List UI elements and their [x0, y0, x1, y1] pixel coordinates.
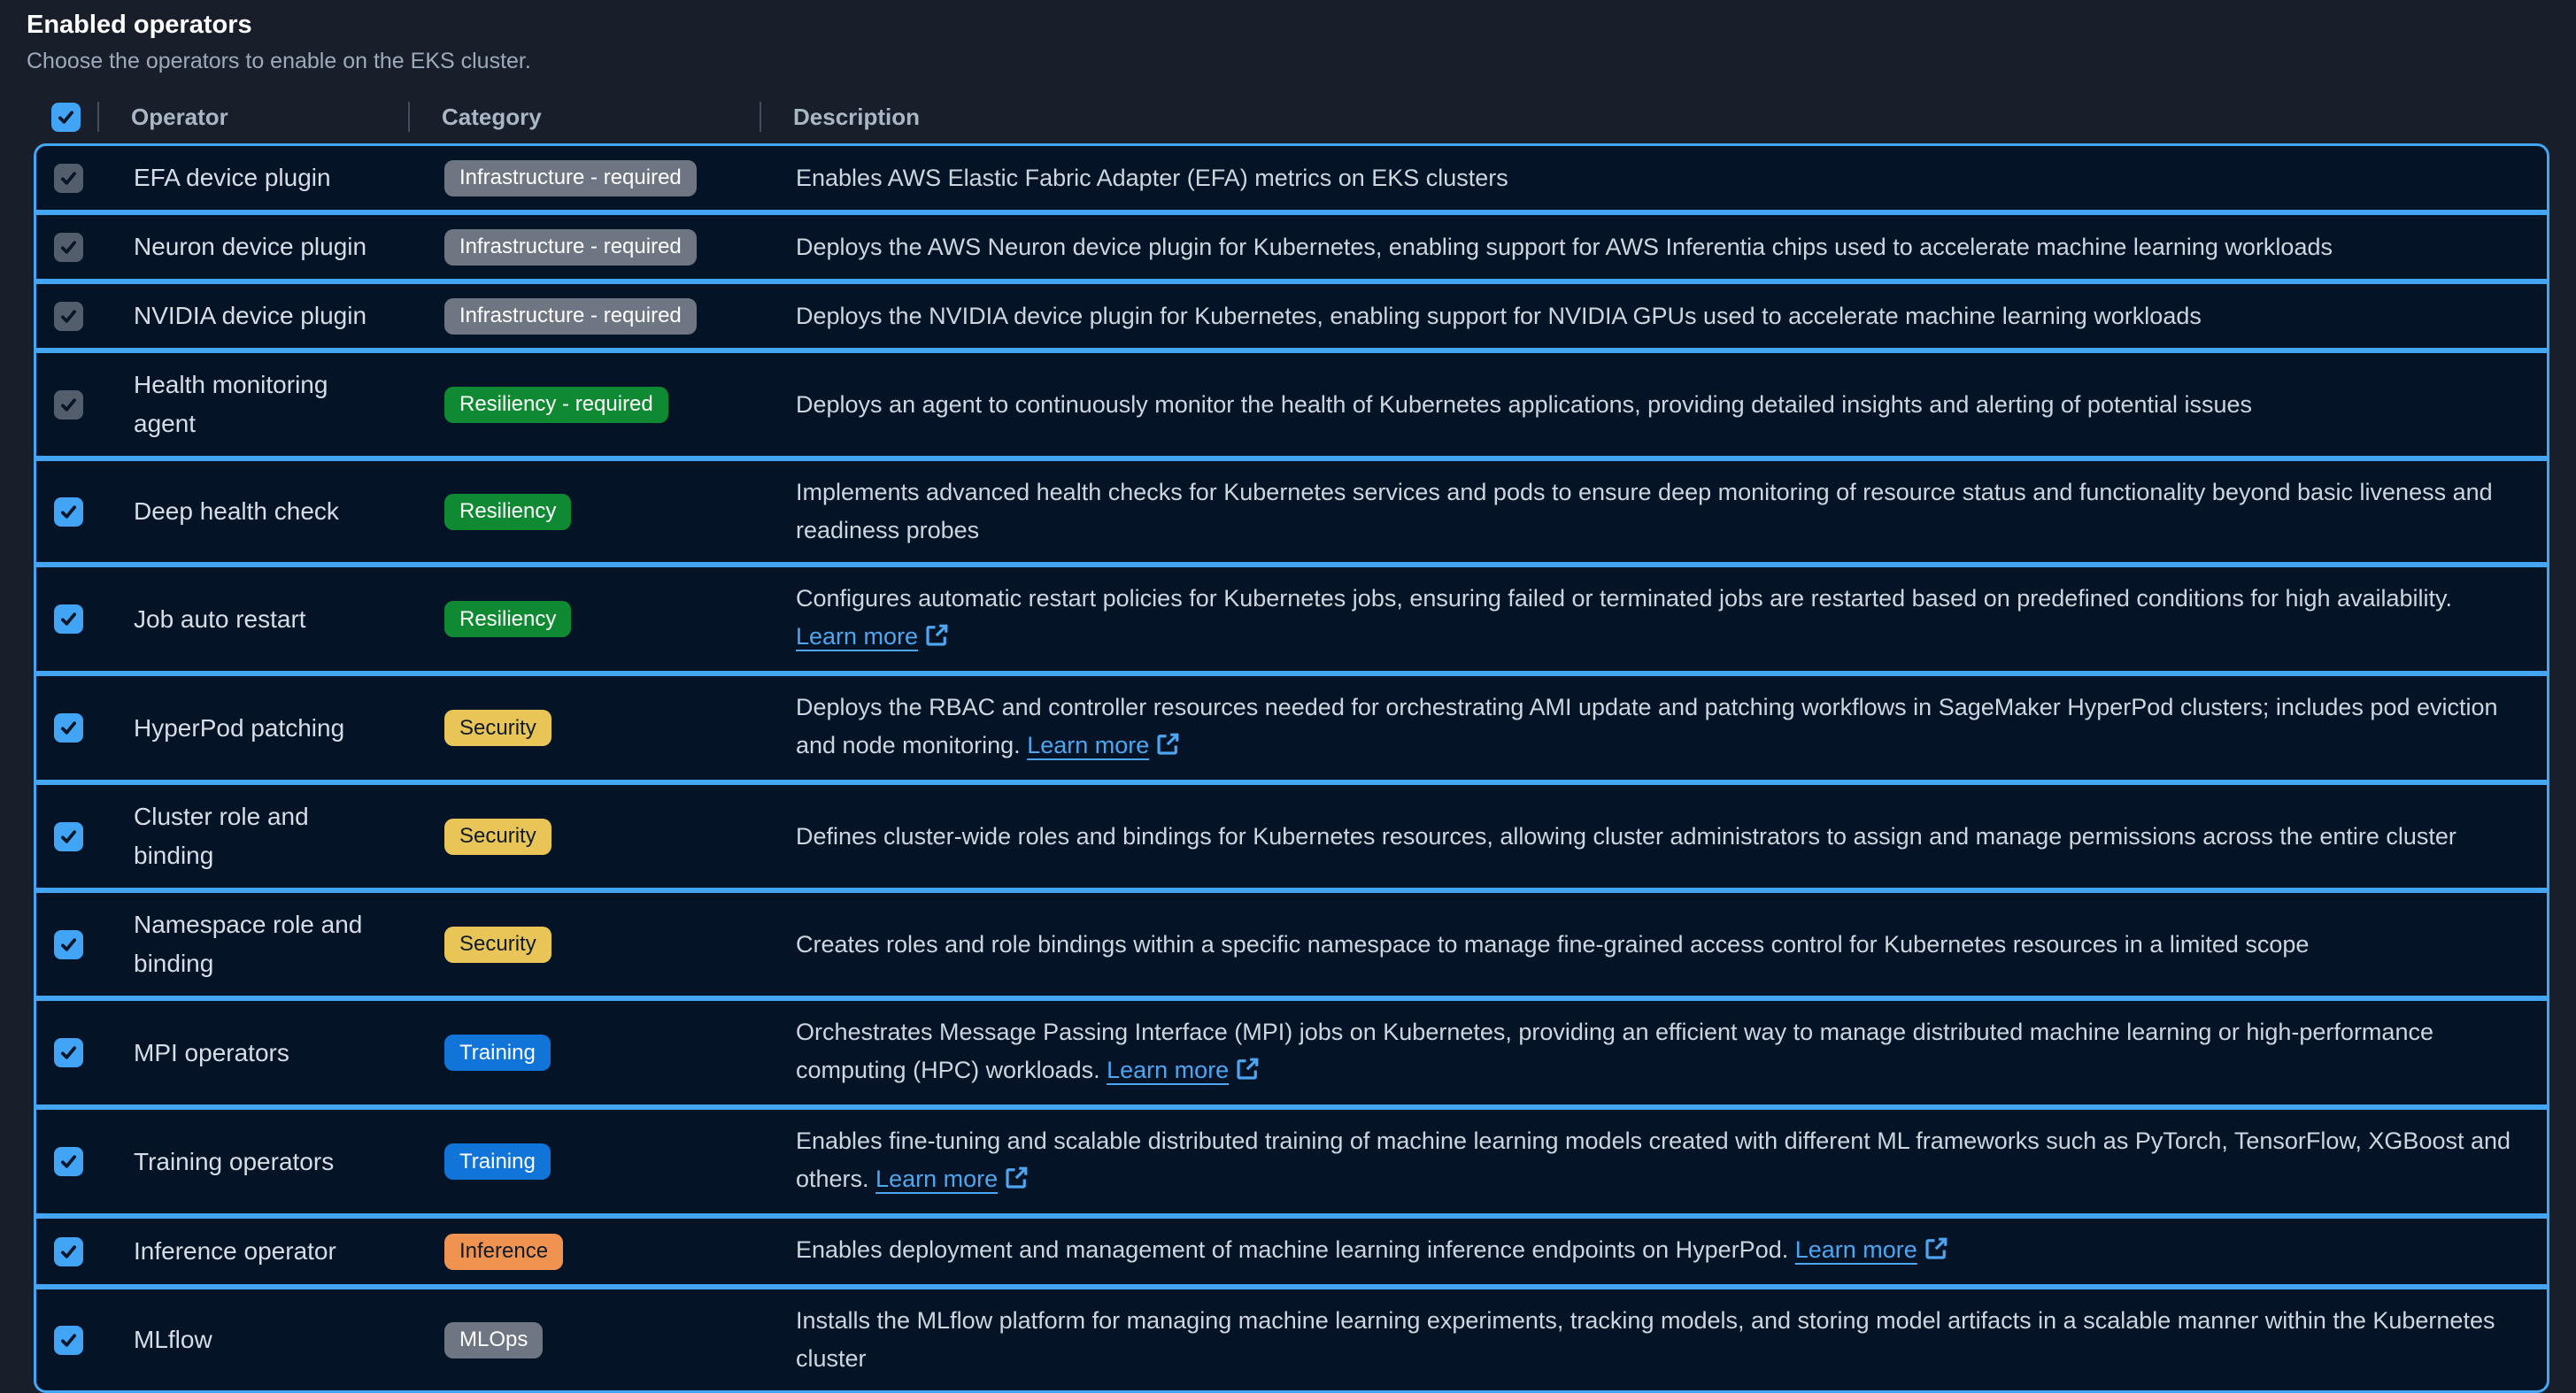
checkmark-icon: [58, 609, 79, 629]
row-checkbox-cell: [36, 353, 100, 456]
description-cell: [762, 216, 2547, 279]
description-cell: [762, 676, 2547, 780]
checkmark-icon: [58, 237, 79, 258]
checkmark-icon: [58, 168, 79, 189]
category-cell: [411, 146, 762, 210]
description-cell: [762, 147, 2547, 210]
category-cell: [411, 215, 762, 279]
row-checkbox[interactable]: [54, 1237, 83, 1266]
checkmark-icon: [58, 395, 79, 415]
category-badge: MLOps: [444, 1322, 543, 1358]
category-cell: [411, 1289, 762, 1390]
operator-description: Enables fine-tuning and scalable distributed training of machine learning models created with different ML frameworks such as PyTorch, TensorFlow, XGBoost and others.: [796, 1127, 2511, 1192]
description-cell: [762, 1110, 2547, 1213]
category-badge: Resiliency: [444, 494, 571, 530]
category-badge: Security: [444, 710, 551, 746]
checkmark-icon: [58, 1043, 79, 1063]
row-checkbox-cell: [36, 893, 100, 996]
row-checkbox-cell: [36, 215, 100, 279]
table-row[interactable]: [34, 212, 2549, 281]
operator-cell: [100, 1110, 411, 1213]
row-checkbox[interactable]: [54, 390, 83, 419]
category-cell: [411, 461, 762, 562]
description-cell: [762, 373, 2547, 436]
checkmark-icon: [58, 935, 79, 955]
description-cell: [762, 1289, 2547, 1390]
row-checkbox[interactable]: [54, 302, 83, 331]
operator-cell: [100, 893, 411, 996]
operator-name: HyperPod patching: [134, 713, 345, 742]
external-link-icon: [1236, 1054, 1260, 1092]
row-checkbox-cell: [36, 567, 100, 671]
row-checkbox-cell: [36, 1219, 100, 1284]
table-body: [34, 143, 2549, 1393]
external-link-icon: [1156, 729, 1180, 767]
column-header-description: Description: [760, 94, 2549, 140]
operators-table: [34, 94, 2549, 1393]
learn-more-link[interactable]: [875, 1166, 1029, 1192]
category-cell: [411, 284, 762, 348]
operator-name: NVIDIA device plugin: [134, 302, 367, 329]
operator-description: Installs the MLflow platform for managing machine learning experiments, tracking models, and storing model artifacts in a scalable manner within the Kubernetes cluster: [796, 1307, 2495, 1372]
operator-cell: [100, 353, 411, 456]
category-badge: Resiliency - required: [444, 387, 668, 423]
category-badge: Infrastructure - required: [444, 229, 697, 266]
category-badge: Infrastructure - required: [444, 298, 697, 335]
category-badge: Infrastructure - required: [444, 160, 697, 196]
category-cell: [411, 353, 762, 456]
table-row[interactable]: [34, 143, 2549, 212]
row-checkbox-cell: [36, 146, 100, 210]
row-checkbox[interactable]: [54, 1038, 83, 1067]
operator-name: Health monitoring agent: [134, 371, 328, 437]
operator-description: Defines cluster-wide roles and bindings for Kubernetes resources, allowing cluster administrators to assign and manage permissions across the entire cluster: [796, 822, 2456, 850]
operator-description: Deploys the NVIDIA device plugin for Kubernetes, enabling support for NVIDIA GPUs used to accelerate machine learning workloads: [796, 302, 2202, 329]
table-row[interactable]: [34, 890, 2549, 998]
operator-name: Neuron device plugin: [134, 233, 367, 260]
external-link-icon: [925, 620, 949, 658]
operator-description: Enables deployment and management of machine learning inference endpoints on HyperPod.: [796, 1236, 1795, 1263]
category-badge: Training: [444, 1143, 551, 1180]
operator-description: Deploys the RBAC and controller resources needed for orchestrating AMI update and patching workflows in SageMaker HyperPod clusters; includes pod eviction and node monitoring.: [796, 694, 2498, 758]
category-cell: [411, 1001, 762, 1104]
column-header-category: Category: [408, 94, 760, 140]
external-link-icon: [1924, 1234, 1948, 1272]
operator-cell: [100, 785, 411, 888]
operator-description: Orchestrates Message Passing Interface (MPI) jobs on Kubernetes, providing an efficient way to manage distributed machine learning or high-performance computing (HPC) workloads.: [796, 1019, 2433, 1083]
category-badge: Training: [444, 1035, 551, 1071]
row-checkbox[interactable]: [54, 604, 83, 634]
operator-description: Creates roles and role bindings within a specific namespace to manage fine-grained access control for Kubernetes resources in a limited scope: [796, 930, 2310, 958]
operator-cell: [100, 146, 411, 210]
learn-more-label: Learn more: [1794, 1236, 1917, 1263]
operator-name: Namespace role and binding: [134, 911, 363, 977]
operator-name: Training operators: [134, 1147, 335, 1175]
checkmark-icon: [58, 827, 79, 847]
table-row[interactable]: [34, 782, 2549, 890]
table-row[interactable]: [34, 281, 2549, 350]
learn-more-link[interactable]: [1107, 1057, 1260, 1083]
operator-description: Deploys the AWS Neuron device plugin for Kubernetes, enabling support for AWS Inferentia chips used to accelerate machine learning workloads: [796, 233, 2333, 260]
operator-cell: [100, 1289, 411, 1390]
category-cell: [411, 1110, 762, 1213]
table-row[interactable]: [34, 1216, 2549, 1287]
operator-name: Cluster role and binding: [134, 803, 309, 869]
table-row[interactable]: [34, 998, 2549, 1107]
category-badge: Resiliency: [444, 601, 571, 637]
operator-name: Job auto restart: [134, 604, 306, 633]
operator-cell: [100, 215, 411, 279]
page-subtitle: Choose the operators to enable on the EKS cluster.: [27, 49, 531, 73]
operator-cell: [100, 1001, 411, 1104]
operator-name: MLflow: [134, 1326, 212, 1353]
table-row[interactable]: [34, 565, 2549, 673]
external-link-icon: [1005, 1163, 1029, 1201]
row-checkbox[interactable]: [54, 497, 83, 527]
learn-more-link[interactable]: [1795, 1236, 1948, 1263]
operator-name: MPI operators: [134, 1038, 289, 1066]
row-checkbox-cell: [36, 785, 100, 888]
description-cell: [762, 805, 2547, 868]
operator-description: Implements advanced health checks for Kubernetes services and pods to ensure deep monitoring of resource status and functionality beyond basic liveness and readiness probes: [796, 479, 2493, 543]
page-title: Enabled operators: [27, 11, 252, 39]
checkmark-icon: [58, 502, 79, 522]
checkmark-icon: [56, 107, 76, 127]
row-checkbox[interactable]: [54, 1147, 83, 1176]
checkmark-icon: [58, 306, 79, 327]
operator-name: EFA device plugin: [134, 164, 331, 191]
description-cell: [762, 913, 2547, 976]
description-cell: [762, 567, 2547, 671]
row-checkbox-cell: [36, 1289, 100, 1390]
table-row[interactable]: [34, 673, 2549, 782]
operator-description: Deploys an agent to continuously monitor the health of Kubernetes applications, providing detailed insights and alerting of potential issues: [796, 390, 2253, 418]
select-all-checkbox[interactable]: [51, 103, 81, 132]
row-checkbox[interactable]: [54, 930, 83, 959]
row-checkbox[interactable]: [54, 233, 83, 262]
operator-cell: [100, 567, 411, 671]
checkmark-icon: [58, 1151, 79, 1172]
operator-cell: [100, 284, 411, 348]
learn-more-link[interactable]: [796, 623, 949, 650]
table-row[interactable]: [34, 1287, 2549, 1393]
column-header-operator: Operator: [97, 94, 408, 140]
row-checkbox-cell: [36, 676, 100, 780]
learn-more-label: Learn more: [1027, 732, 1150, 758]
operator-name: Deep health check: [134, 497, 339, 525]
operator-cell: [100, 461, 411, 562]
operator-name: Inference operator: [134, 1237, 336, 1265]
learn-more-label: Learn more: [1107, 1057, 1230, 1083]
learn-more-link[interactable]: [1027, 732, 1180, 758]
learn-more-label: Learn more: [796, 623, 919, 650]
table-header: [34, 94, 2549, 140]
table-row[interactable]: [34, 1107, 2549, 1216]
category-cell: [411, 1219, 762, 1284]
checkmark-icon: [58, 1242, 79, 1262]
category-cell: [411, 785, 762, 888]
row-checkbox[interactable]: [54, 1326, 83, 1355]
category-badge: Security: [444, 927, 551, 963]
operator-cell: [100, 676, 411, 780]
table-row[interactable]: [34, 350, 2549, 458]
row-checkbox-cell: [36, 284, 100, 348]
operator-description: Enables AWS Elastic Fabric Adapter (EFA) metrics on EKS clusters: [796, 164, 1508, 191]
table-row[interactable]: [34, 458, 2549, 565]
category-cell: [411, 893, 762, 996]
table-header-select-all-cell: [34, 94, 97, 140]
category-cell: [411, 676, 762, 780]
description-cell: [762, 285, 2547, 348]
checkmark-icon: [58, 1330, 79, 1351]
description-cell: [762, 1219, 2547, 1284]
learn-more-label: Learn more: [875, 1166, 999, 1192]
row-checkbox[interactable]: [54, 822, 83, 851]
category-badge: Inference: [444, 1234, 563, 1270]
row-checkbox[interactable]: [54, 164, 83, 193]
operator-cell: [100, 1219, 411, 1284]
row-checkbox-cell: [36, 1001, 100, 1104]
row-checkbox[interactable]: [54, 713, 83, 743]
category-cell: [411, 567, 762, 671]
operator-description: Configures automatic restart policies for Kubernetes jobs, ensuring failed or terminated jobs are restarted based on predefined conditions for high availability.: [796, 585, 2453, 612]
category-badge: Security: [444, 819, 551, 855]
description-cell: [762, 1001, 2547, 1104]
row-checkbox-cell: [36, 1110, 100, 1213]
checkmark-icon: [58, 718, 79, 738]
description-cell: [762, 461, 2547, 562]
row-checkbox-cell: [36, 461, 100, 562]
